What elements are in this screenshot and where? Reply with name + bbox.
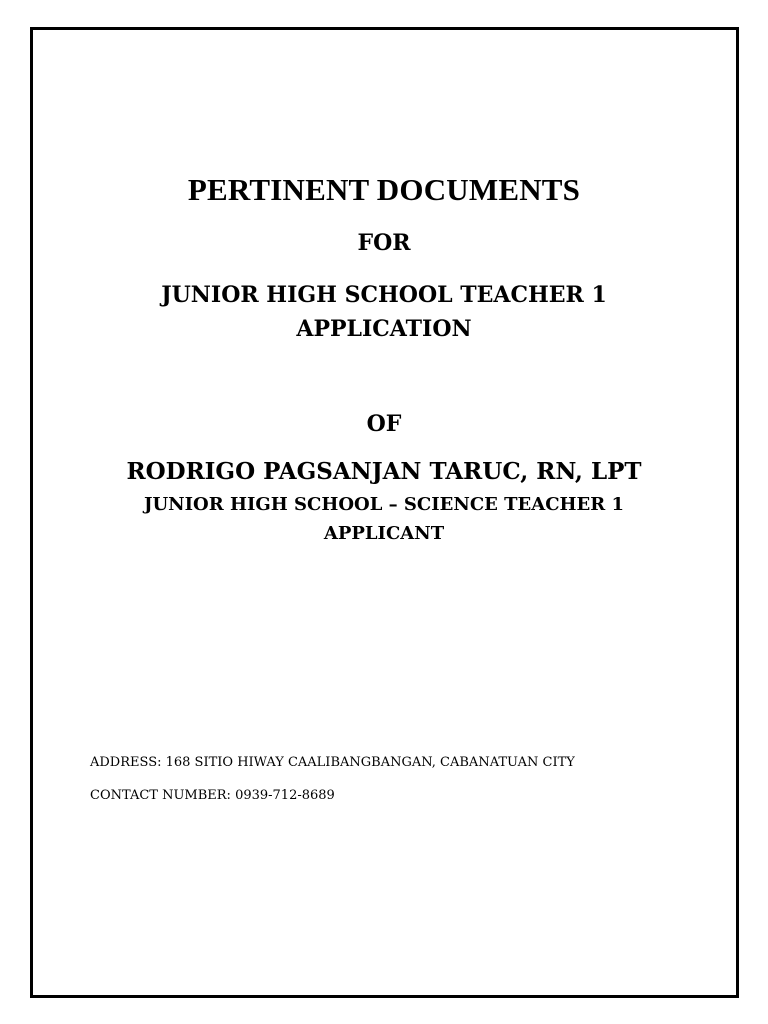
applicant-role-line-1: JUNIOR HIGH SCHOOL – SCIENCE TEACHER 1 [143, 494, 625, 515]
contact-number-text: CONTACT NUMBER: 0939-712-8689 [90, 788, 335, 803]
position-line-2: APPLICATION [296, 316, 472, 342]
document-title: PERTINENT DOCUMENTS [187, 172, 581, 207]
address-text: ADDRESS: 168 SITIO HIWAY CAALIBANGBANGAN, CABANATUAN CITY [90, 755, 575, 770]
of-label: OF [366, 411, 402, 437]
applicant-name: RODRIGO PAGSANJAN TARUC, RN, LPT [126, 458, 642, 485]
for-label: FOR [357, 230, 411, 256]
position-line-1: JUNIOR HIGH SCHOOL TEACHER 1 [161, 282, 607, 308]
applicant-role-line-2: APPLICANT [323, 523, 445, 544]
